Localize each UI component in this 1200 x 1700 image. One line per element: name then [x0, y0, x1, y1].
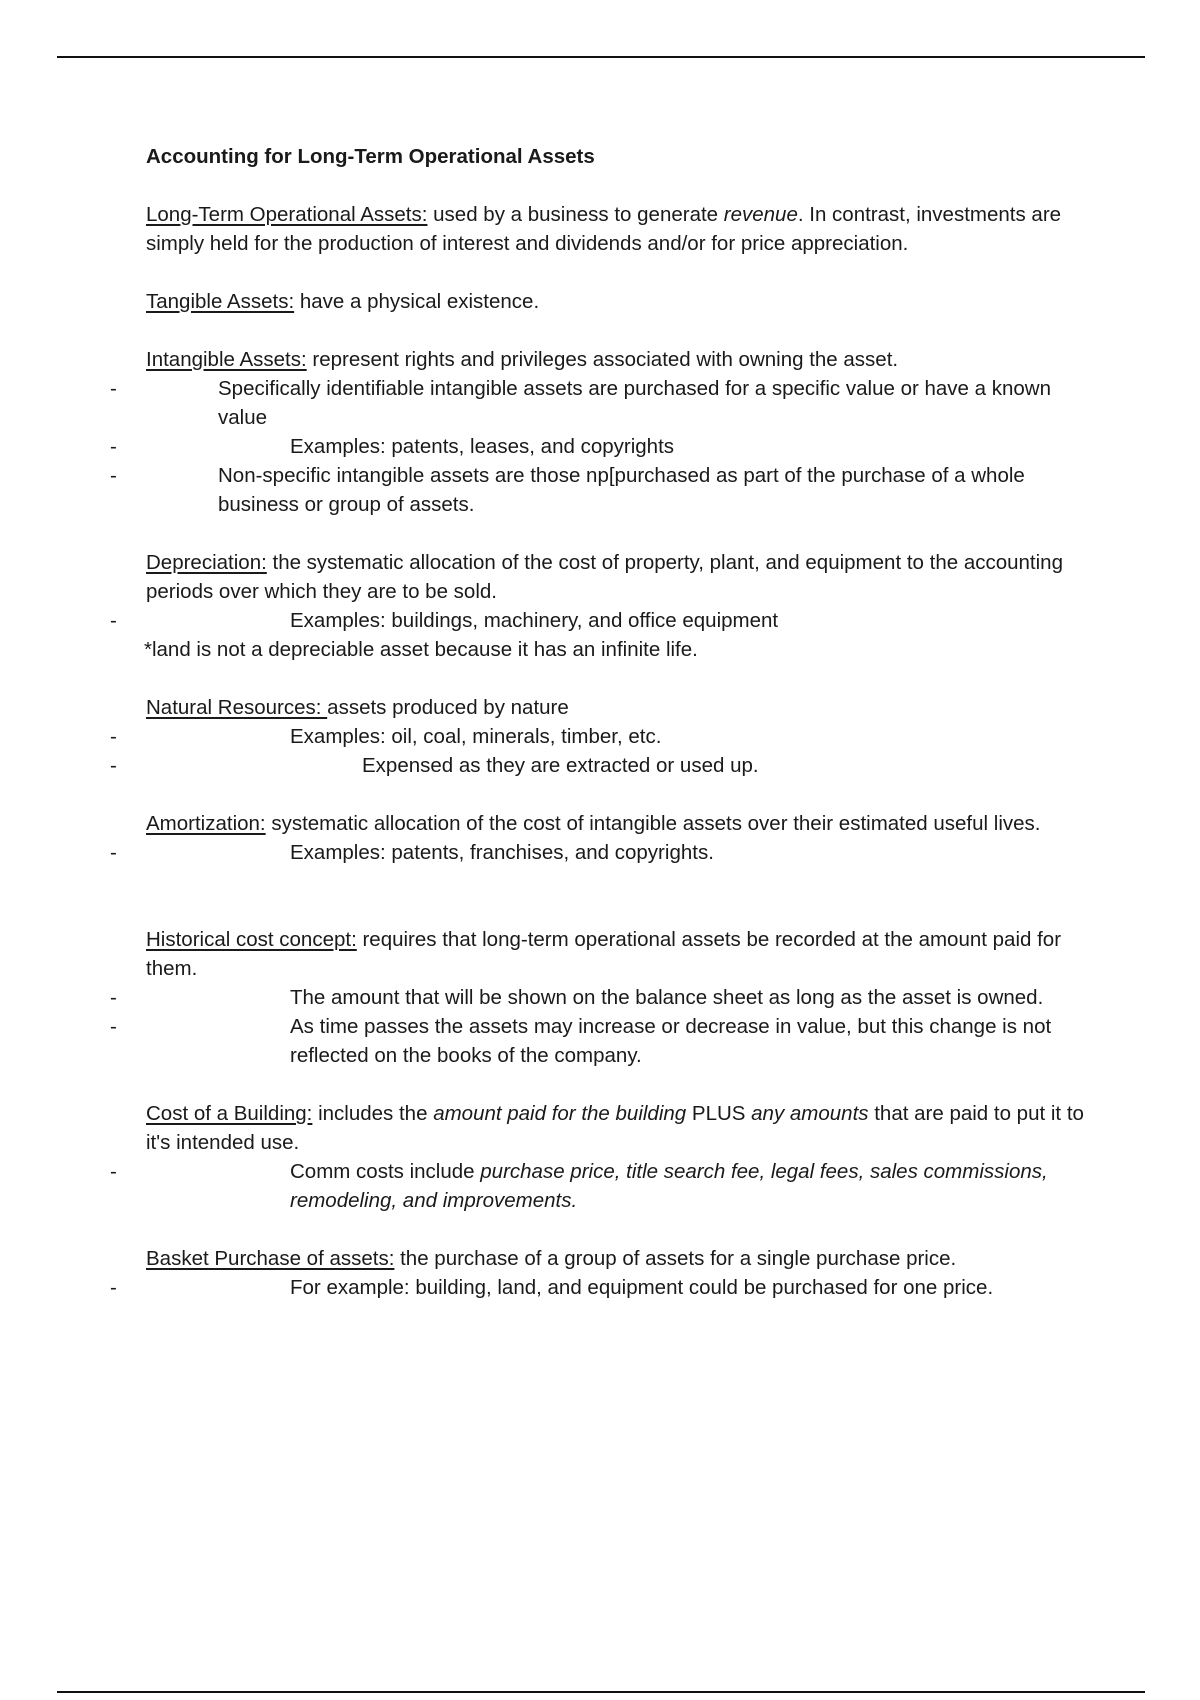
list-item: - Examples: oil, coal, minerals, timber, etc.	[146, 722, 1096, 751]
amortization-paragraph: Amortization: systematic allocation of the cost of intangible assets over their estimated useful lives.	[146, 812, 1041, 835]
natural-resources-list	[146, 722, 1096, 780]
historical-cost-term: Historical cost concept:	[146, 928, 357, 951]
building-cost-term: Cost of a Building:	[146, 1102, 313, 1125]
depreciation-paragraph: Depreciation: the systematic allocation of the cost of property, plant, and equipment to the accounting periods over which they are to be sold.	[146, 551, 1063, 603]
intangible-list	[146, 374, 1096, 519]
intangible-paragraph: Intangible Assets: represent rights and privileges associated with owning the asset.	[146, 348, 899, 371]
depreciation-list	[146, 606, 1096, 635]
list-item: - Examples: patents, franchises, and copyrights.	[146, 838, 1096, 867]
list-item: - Expensed as they are extracted or used up.	[146, 751, 1096, 780]
list-item: - Specifically identifiable intangible assets are purchased for a specific value or have a known value	[146, 374, 1096, 432]
bottom-rule	[57, 1691, 1145, 1693]
list-item: - As time passes the assets may increase or decrease in value, but this change is not reflected on the books of the company.	[146, 1012, 1096, 1070]
basket-purchase-list	[146, 1273, 1096, 1302]
amortization-term: Amortization:	[146, 812, 266, 835]
natural-resources-paragraph: Natural Resources: assets produced by nature	[146, 696, 569, 719]
basket-purchase-term: Basket Purchase of assets:	[146, 1247, 395, 1270]
building-cost-paragraph: Cost of a Building: includes the amount paid for the building PLUS any amounts that are paid to put it to it's intended use.	[146, 1102, 1084, 1154]
ltoa-term: Long-Term Operational Assets:	[146, 203, 428, 226]
depreciation-note: *land is not a depreciable asset because it has an infinite life.	[144, 638, 698, 661]
document-title: Accounting for Long-Term Operational Assets	[146, 145, 595, 168]
list-item: - Comm costs include purchase price, title search fee, legal fees, sales commissions, remodeling, and improvements.	[146, 1157, 1096, 1215]
ltoa-paragraph: Long-Term Operational Assets: used by a business to generate revenue. In contrast, investments are simply held for the production of interest and dividends and/or for price appreciation.	[146, 203, 1062, 255]
list-item: - Examples: patents, leases, and copyrights	[146, 432, 1096, 461]
list-item: - Examples: buildings, machinery, and office equipment	[146, 606, 1096, 635]
depreciation-term: Depreciation:	[146, 551, 267, 574]
tangible-paragraph: Tangible Assets: have a physical existence.	[146, 290, 540, 313]
historical-cost-paragraph: Historical cost concept: requires that long-term operational assets be recorded at the amount paid for them.	[146, 928, 1062, 980]
natural-resources-term: Natural Resources:	[146, 696, 328, 719]
document-body	[146, 142, 1096, 1302]
amortization-list	[146, 838, 1096, 867]
basket-purchase-paragraph: Basket Purchase of assets: the purchase of a group of assets for a single purchase price.	[146, 1247, 957, 1270]
top-rule	[57, 56, 1145, 58]
historical-cost-list	[146, 983, 1096, 1070]
list-item: - Non-specific intangible assets are those np[purchased as part of the purchase of a whole business or group of assets.	[146, 461, 1096, 519]
building-cost-list	[146, 1157, 1096, 1215]
intangible-term: Intangible Assets:	[146, 348, 307, 371]
tangible-term: Tangible Assets:	[146, 290, 295, 313]
list-item: - For example: building, land, and equipment could be purchased for one price.	[146, 1273, 1096, 1302]
list-item: - The amount that will be shown on the balance sheet as long as the asset is owned.	[146, 983, 1096, 1012]
